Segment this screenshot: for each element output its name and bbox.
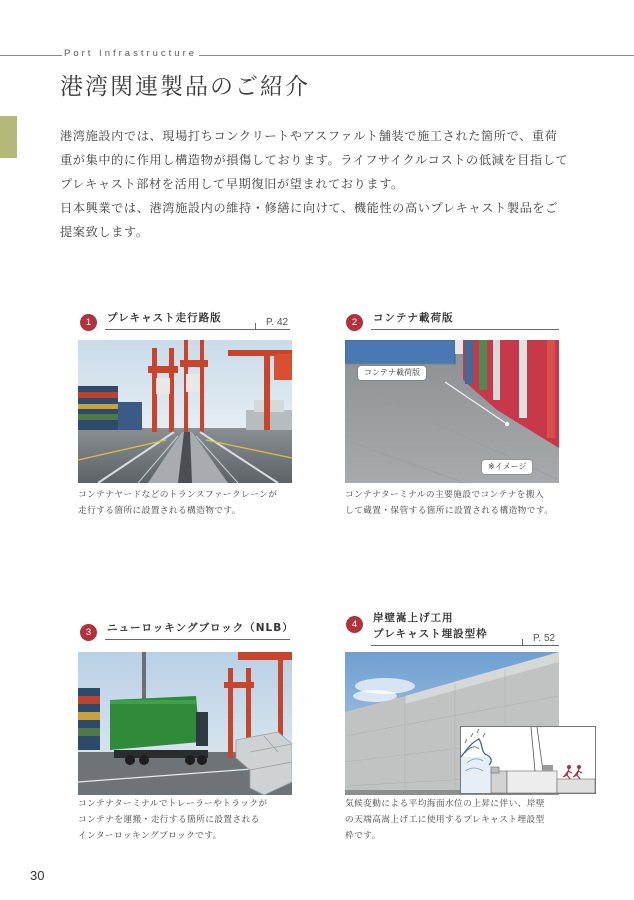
- intro-line: 提案致します。: [60, 225, 149, 239]
- caption-line: コンテナターミナルの主要施設でコンテナを搬入: [345, 490, 545, 500]
- product-title-rule: [371, 645, 559, 646]
- product-photo: [78, 652, 292, 795]
- product-title: ニューロッキングブロック（NLB）: [107, 622, 294, 634]
- caption-line: インターロッキングブロックです。: [78, 831, 222, 841]
- section-tab-marker: [0, 116, 17, 158]
- caption-line: 気候変動による平均海面水位の上昇に伴い、岸壁: [345, 799, 545, 809]
- caption-line: して蔵置・保管する箇所に設置される構造物です。: [345, 506, 554, 516]
- product-number-badge: 1: [80, 314, 97, 331]
- photo-label: コンテナ載荷版: [358, 366, 426, 380]
- intro-line: プレキャスト部材を活用して早期復旧が望まれております。: [60, 177, 404, 191]
- product-number-badge: 4: [346, 616, 363, 633]
- product-caption: [78, 487, 308, 519]
- intro-line: 港湾施設内では、現場打ちコンクリートやアスファルト舗装で施工された箇所で、重荷: [60, 129, 558, 143]
- intro-paragraph: [60, 124, 580, 244]
- product-title: コンテナ載荷版: [373, 312, 454, 324]
- image-note: ※イメージ: [482, 460, 532, 474]
- product-title-rule: [105, 639, 290, 640]
- section-kicker: Port Infrastructure: [64, 48, 198, 59]
- product-title-line: プレキャスト埋設型枠: [373, 628, 488, 640]
- product-number-badge: 3: [80, 624, 97, 641]
- product-caption: [345, 487, 575, 519]
- caption-line: 走行する箇所に設置される構造物です。: [78, 506, 241, 516]
- caption-line: コンテナターミナルでトレーラーやトラックが: [78, 799, 268, 809]
- intro-line: 重が集中的に作用し構造物が損傷しております。ライフサイクルコストの低減を目指して: [60, 153, 569, 167]
- caption-line: の天端高嵩上げ工に使用するプレキャスト埋設型: [345, 815, 545, 825]
- caption-line: コンテナを運搬・走行する箇所に設置される: [78, 815, 260, 825]
- product-title-tick: [522, 639, 523, 645]
- page-reference[interactable]: P. 42: [266, 317, 289, 328]
- diagram-inset: [460, 726, 596, 794]
- product-title-tick: [255, 323, 256, 329]
- caption-line: 枠です。: [345, 831, 381, 841]
- intro-line: 日本興業では、港湾施設内の維持・修繕に向けて、機能性の高いプレキャスト製品をご: [60, 201, 558, 215]
- page-reference[interactable]: P. 52: [533, 633, 556, 644]
- product-title-rule: [105, 329, 290, 330]
- page-number: 30: [30, 868, 45, 883]
- product-photo: [78, 340, 292, 483]
- product-title-line: 岸壁嵩上げ工用: [373, 612, 454, 624]
- product-title: プレキャスト走行路版: [107, 312, 222, 324]
- caption-line: コンテナヤードなどのトランスファークレーンが: [78, 490, 278, 500]
- product-number-badge: 2: [346, 314, 363, 331]
- product-caption: [78, 796, 308, 844]
- product-title-rule: [371, 329, 559, 330]
- product-title: [373, 610, 488, 642]
- product-caption: [345, 796, 575, 844]
- page-title: 港湾関連製品のご紹介: [60, 74, 310, 100]
